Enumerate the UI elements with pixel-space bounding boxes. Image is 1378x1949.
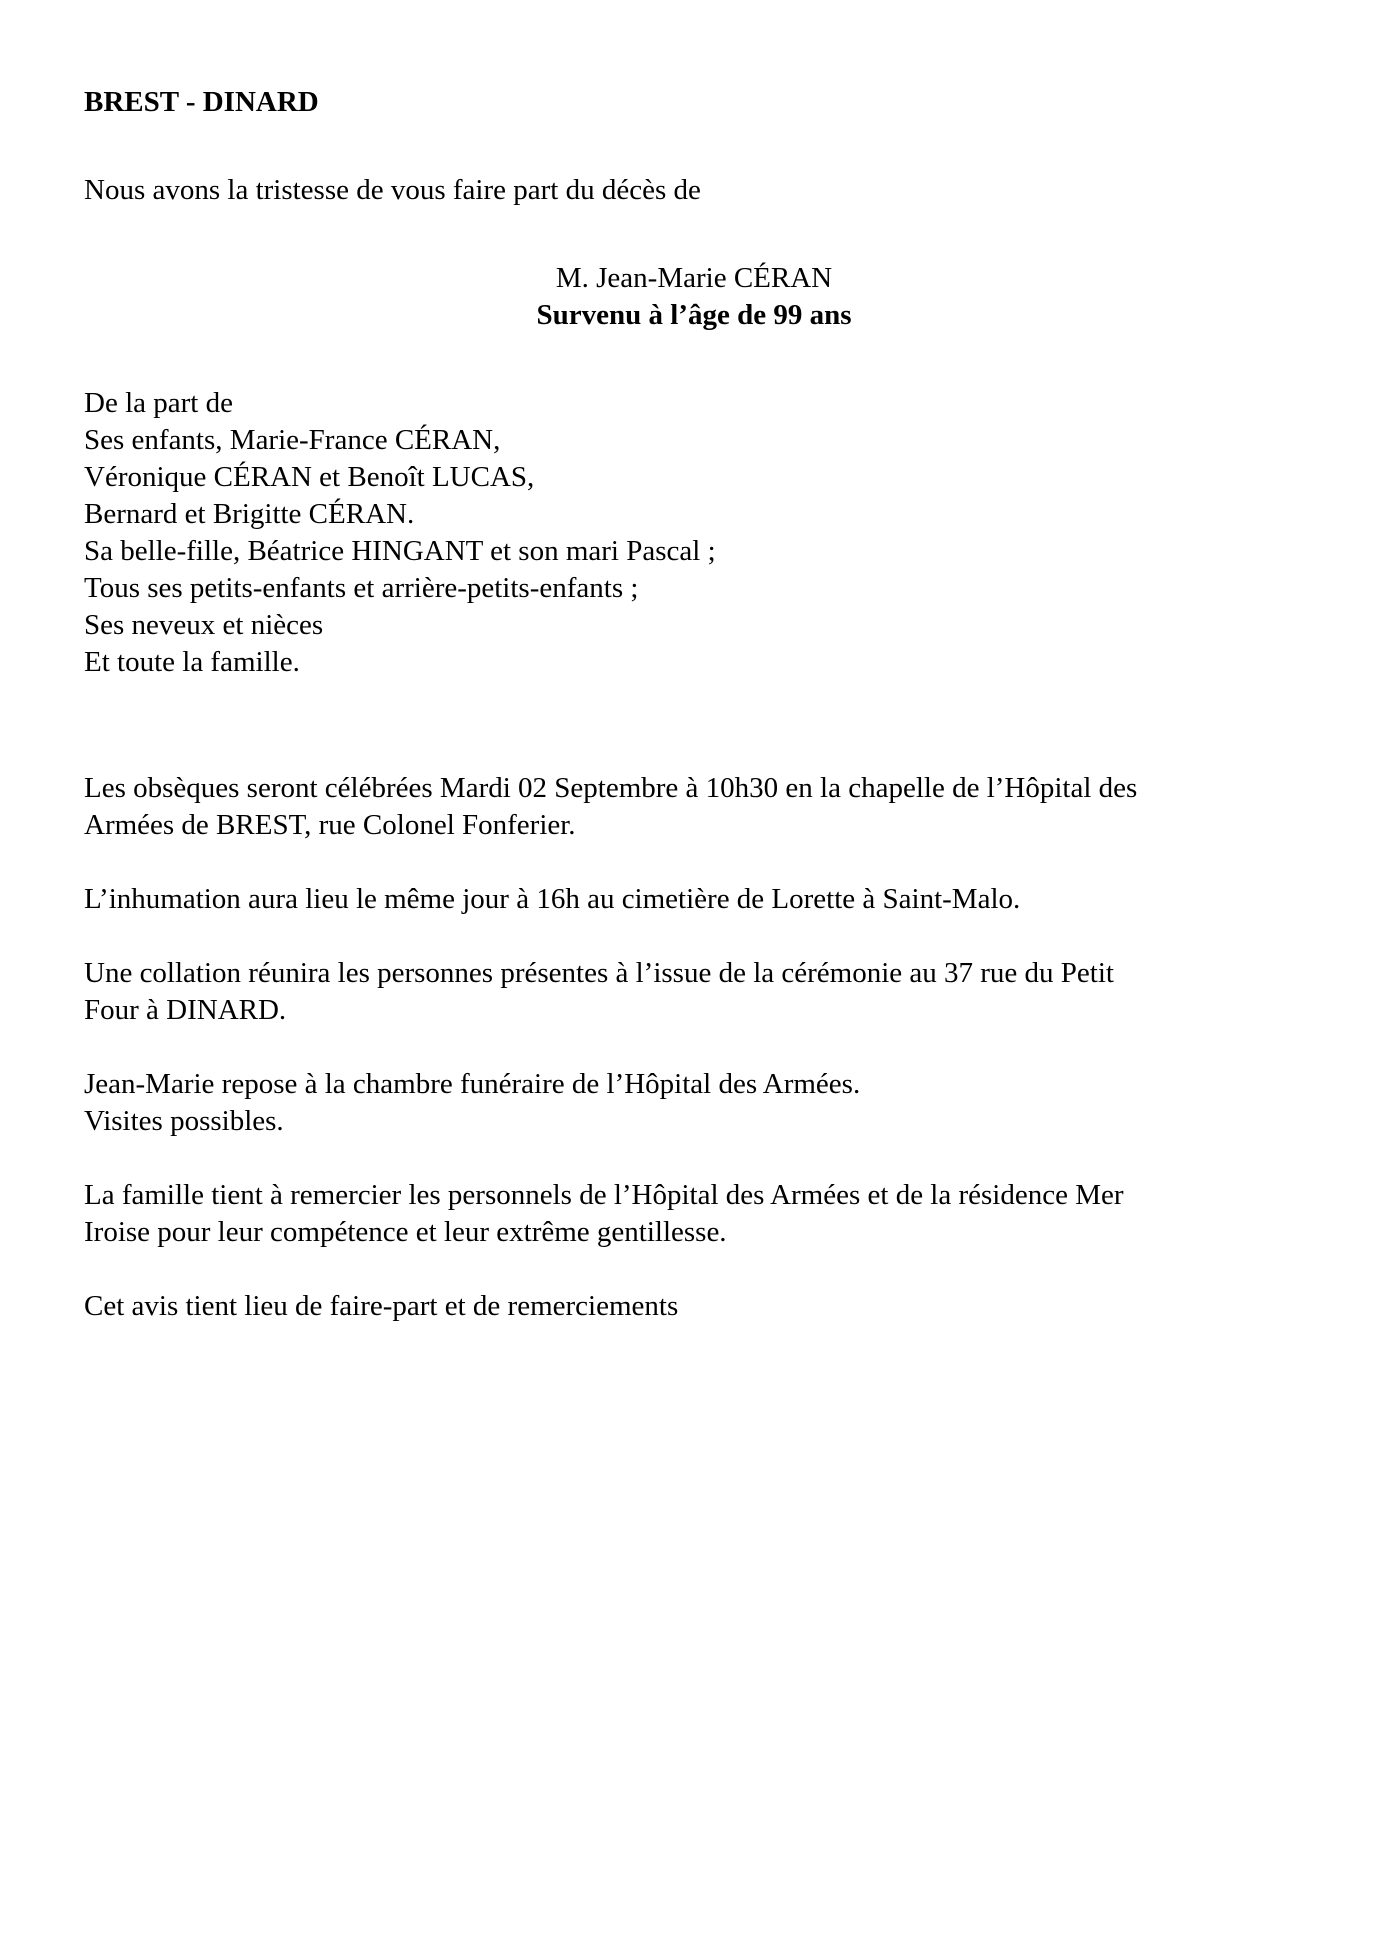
burial-paragraph: L’inhumation aura lieu le même jour à 16h au cimetière de Lorette à Saint-Malo. xyxy=(84,883,1021,915)
thanks-line: Iroise pour leur compétence et leur extrême gentillesse. xyxy=(84,1216,727,1248)
collation-line: Four à DINARD. xyxy=(84,994,287,1026)
deceased-name: M. Jean-Marie CÉRAN xyxy=(555,262,833,294)
family-line: Et toute la famille. xyxy=(84,646,300,678)
family-line: Véronique CÉRAN et Benoît LUCAS, xyxy=(84,461,535,493)
family-line: Tous ses petits-enfants et arrière-petits-enfants ; xyxy=(84,572,639,604)
rest-line: Jean-Marie repose à la chambre funéraire de l’Hôpital des Armées. xyxy=(84,1068,861,1100)
thanks-paragraph xyxy=(84,1177,1294,1251)
family-line: Bernard et Brigitte CÉRAN. xyxy=(84,498,415,530)
family-line: De la part de xyxy=(84,387,233,419)
collation-line: Une collation réunira les personnes présentes à l’issue de la cérémonie au 37 rue du Petit xyxy=(84,957,1114,989)
funeral-line: Armées de BREST, rue Colonel Fonferier. xyxy=(84,809,576,841)
obituary-notice xyxy=(84,84,1294,1325)
family-line: Ses enfants, Marie-France CÉRAN, xyxy=(84,424,501,456)
deceased-block xyxy=(84,260,1304,334)
thanks-line: La famille tient à remercier les personnels de l’Hôpital des Armées et de la résidence Mer xyxy=(84,1179,1124,1211)
funeral-line: Les obsèques seront célébrées Mardi 02 Septembre à 10h30 en la chapelle de l’Hôpital des xyxy=(84,772,1138,804)
family-line: Sa belle-fille, Béatrice HINGANT et son mari Pascal ; xyxy=(84,535,716,567)
intro-text: Nous avons la tristesse de vous faire part du décès de xyxy=(84,174,701,206)
funeral-paragraph xyxy=(84,770,1294,844)
rest-line: Visites possibles. xyxy=(84,1105,284,1137)
rest-paragraph xyxy=(84,1066,1294,1140)
deceased-age: Survenu à l’âge de 99 ans xyxy=(536,299,852,331)
closing-paragraph: Cet avis tient lieu de faire-part et de remerciements xyxy=(84,1290,679,1322)
family-list xyxy=(84,385,1294,681)
collation-paragraph xyxy=(84,955,1294,1029)
notice-title: BREST - DINARD xyxy=(84,86,319,118)
family-line: Ses neveux et nièces xyxy=(84,609,324,641)
